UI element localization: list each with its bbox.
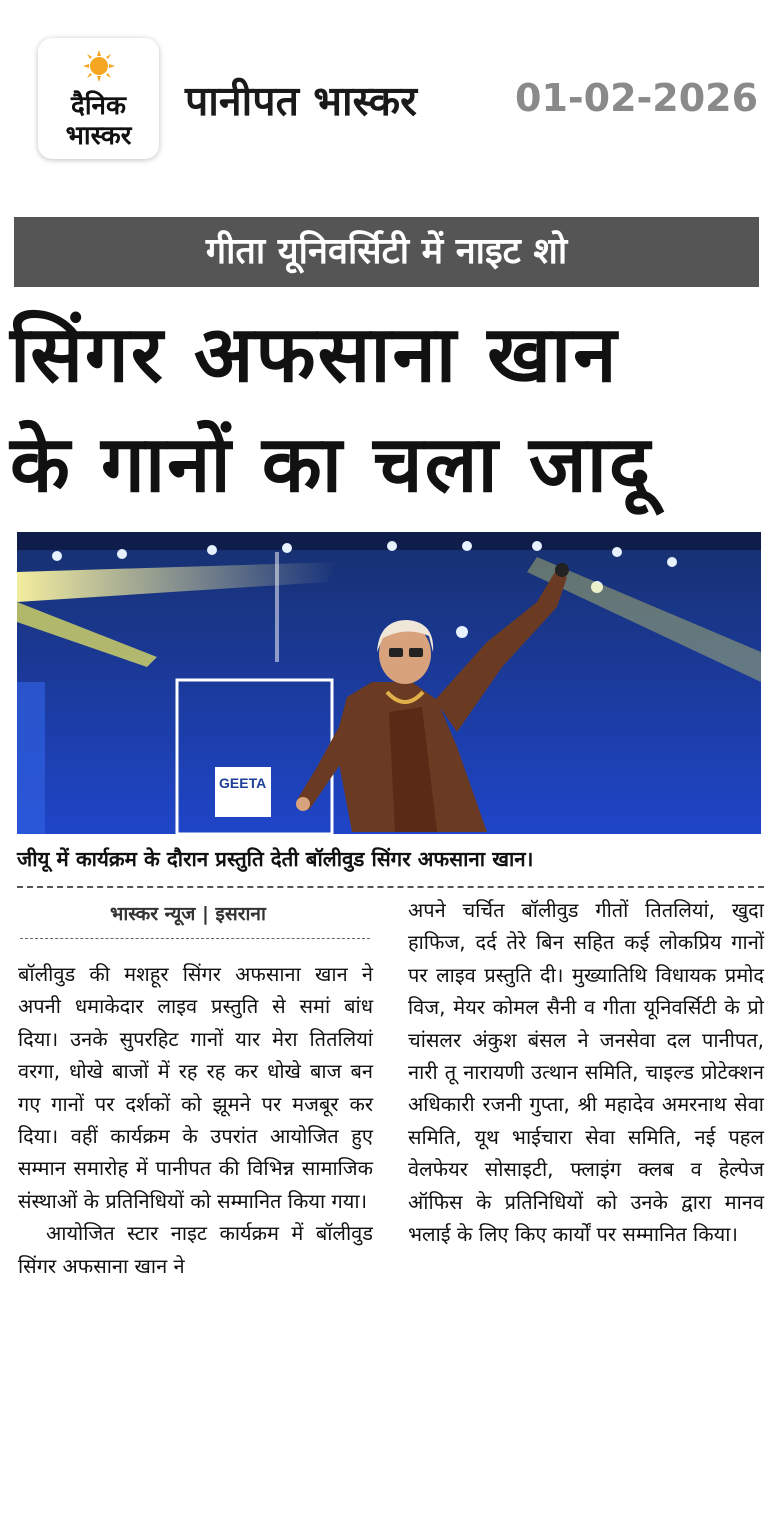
byline: भास्कर न्यूज | इसराना xyxy=(110,903,266,925)
sun-icon xyxy=(83,50,115,82)
logo-text-bhaskar: भास्कर xyxy=(65,121,132,151)
caption-divider xyxy=(17,886,764,888)
headline-line-1: सिंगर अफसाना खान xyxy=(10,310,619,400)
column-1-paragraph-1: बॉलीवुड की मशहूर सिंगर अफसाना खान ने अपनी धमाकेदार लाइव प्रस्तुति से समां बांध दिया। उनके सुपरहिट गानों यार मेरा तितलियां वरगा, धोखे बाजों में रह रह कर धोखे बाज बन गए गानों पर दर्शकों को झूमने पर मजबूर कर दिया। वहीं कार्यक्रम के उपरांत आयोजित हुए सम्मान समारोह में पानीपत की विभिन्न सामाजिक संस्थाओं के प्रतिनिधियों को सम्मानित किया गया। xyxy=(18,962,373,1213)
article-column-2 xyxy=(408,894,764,1250)
article-column-1 xyxy=(18,958,373,1282)
byline-divider xyxy=(20,938,370,939)
article-kicker: गीता यूनिवर्सिटी में नाइट शो xyxy=(14,217,759,287)
photo-caption: जीयू में कार्यक्रम के दौरान प्रस्तुति देती बॉलीवुड सिंगर अफसाना खान। xyxy=(17,847,534,871)
photo-sign-text: GEETA xyxy=(219,775,267,791)
logo-text-dainik: दैनिक xyxy=(71,91,126,121)
column-2-paragraph-1: अपने चर्चित बॉलीवुड गीतों तितलियां, खुदा हाफिज, दर्द तेरे बिन सहित कई लोकप्रिय गानों पर लाइव प्रस्तुति दी। मुख्यातिथि विधायक प्रमोद विज, मेयर कोमल सैनी व गीता यूनिवर्सिटी के प्रो चांसलर अंकुश बंसल ने जनसेवा दल पानीपत, नारी तू नारायणी उत्थान समिति, चाइल्ड प्रोटेक्शन अधिकारी रजनी गुप्ता, श्री महादेव अमरनाथ सेवा समिति, यूथ भाईचारा सेवा समिति, नई पहल वेलफेयर सोसाइटी, फ्लाइंग क्लब व हेल्पेज ऑफिस के प्रतिनिधियों को उनके द्वारा मानव भलाई के लिए किए कार्यों पर सम्मानित किया। xyxy=(408,898,764,1247)
headline-line-2: के गानों का चला जादू xyxy=(10,420,653,510)
concert-photo-illustration xyxy=(17,532,761,834)
edition-name: पानीपत भास्कर xyxy=(185,77,417,125)
column-1-paragraph-2: आयोजित स्टार नाइट कार्यक्रम में बॉलीवुड सिंगर अफसाना खान ने xyxy=(18,1221,373,1278)
edition-date: 01-02-2026 xyxy=(515,76,759,120)
article-photo xyxy=(17,532,761,834)
dainik-bhaskar-logo xyxy=(38,38,159,159)
